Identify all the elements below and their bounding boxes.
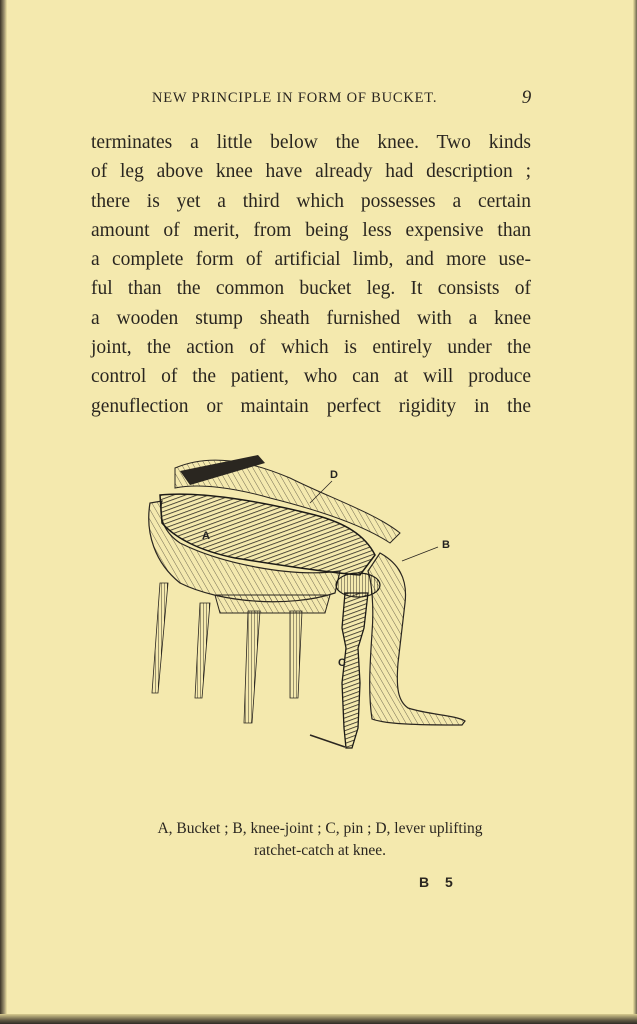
- body-line: amount of merit, from being less expensive than: [91, 219, 531, 241]
- chair-leg: [244, 611, 260, 723]
- body-line: ful than the common bucket leg. It consists of: [91, 278, 531, 300]
- signature-mark: B 5: [419, 874, 459, 890]
- body-line: joint, the action of which is entirely under the: [91, 337, 531, 359]
- body-line: control of the patient, who can at will produce: [91, 366, 531, 388]
- chair-leg: [195, 603, 210, 698]
- peg-leg: [342, 593, 368, 748]
- artificial-leg-illustration: [140, 443, 470, 755]
- figure-label-d: D: [330, 469, 338, 481]
- page-right-edge: [633, 0, 637, 1024]
- body-line: there is yet a third which possesses a certain: [91, 190, 531, 212]
- body-line: terminates a little below the knee. Two kinds: [91, 132, 531, 153]
- chair-rail: [215, 595, 330, 613]
- caption-line-2: ratchet-catch at knee.: [253, 842, 387, 859]
- peg-shadow: [310, 735, 345, 747]
- header-title: NEW PRINCIPLE IN FORM OF BUCKET.: [152, 90, 438, 106]
- body-line: a wooden stump sheath furnished with a knee: [91, 307, 531, 329]
- running-header: [152, 87, 532, 110]
- figure-label-c: C: [338, 657, 346, 669]
- binding-edge: [0, 0, 7, 1024]
- figure-label-a: A: [202, 530, 210, 542]
- page-bottom-edge: [0, 1014, 637, 1024]
- label-b-line: [402, 547, 438, 561]
- body-paragraph: [91, 128, 531, 421]
- body-line: a complete form of artificial limb, and more use-: [91, 249, 531, 271]
- natural-leg: [368, 553, 465, 725]
- engraving-svg: [140, 443, 470, 755]
- caption-line-1: A, Bucket ; B, knee-joint ; C, pin ; D, lever uplifting: [157, 820, 483, 837]
- figure-caption: [110, 818, 530, 862]
- page-number: 9: [521, 87, 532, 108]
- body-line: of leg above knee have already had description ;: [91, 161, 531, 183]
- chair-leg: [290, 611, 302, 698]
- figure-label-b: B: [442, 539, 450, 551]
- body-line: genuflection or maintain perfect rigidity in the: [91, 395, 531, 417]
- chair-leg: [152, 583, 168, 693]
